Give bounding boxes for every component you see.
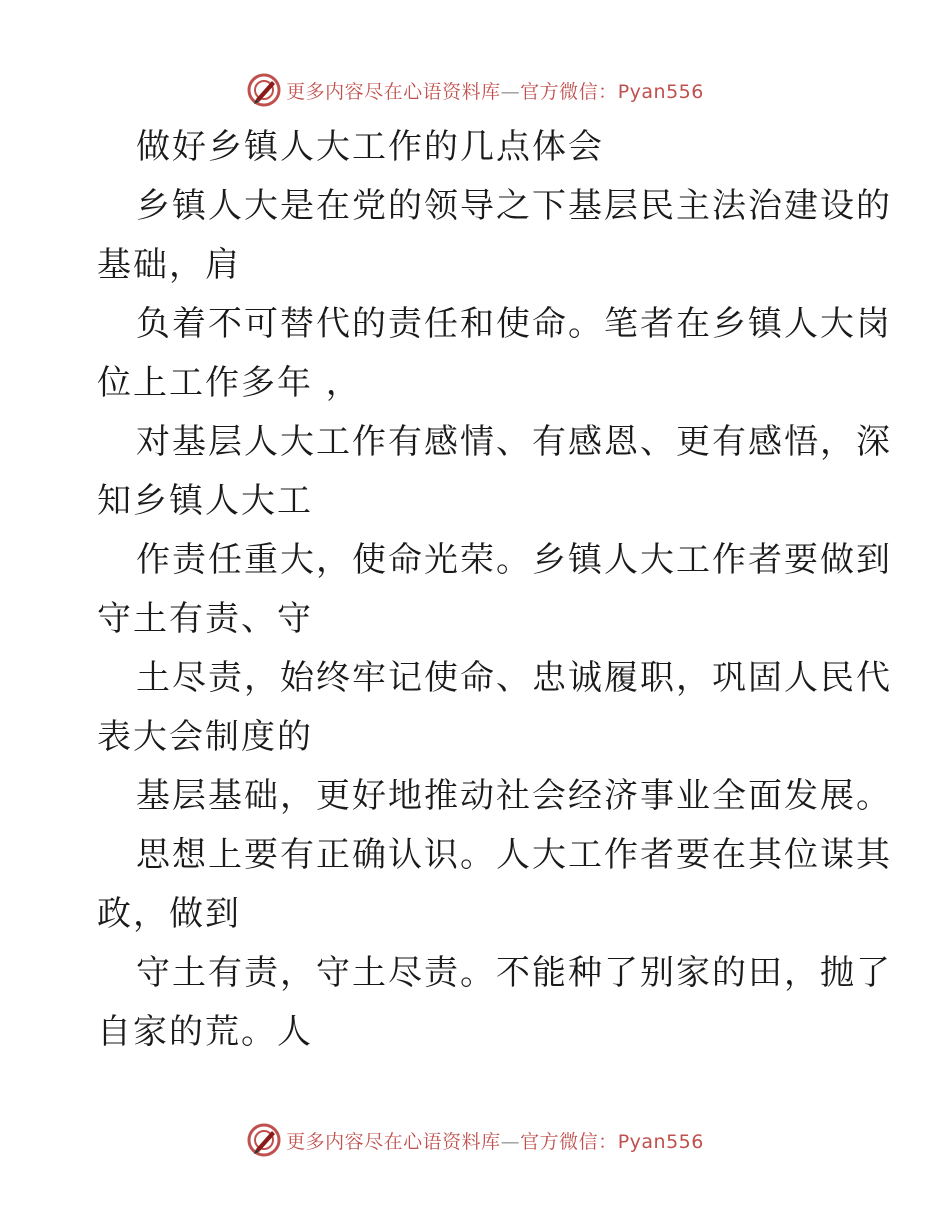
footer-watermark-banner bbox=[0, 1120, 950, 1160]
paragraph-line: 乡镇人大是在党的领导之下基层民主法治建设的 bbox=[136, 186, 892, 226]
paragraph-line: 自家的荒。人 bbox=[97, 1012, 313, 1052]
paragraph-line: 基础，肩 bbox=[97, 245, 241, 285]
watermark-prefix: 更多内容尽在心语资料库 bbox=[286, 80, 501, 103]
header-watermark-banner bbox=[0, 70, 950, 110]
paragraph-line: 位上工作多年 ， bbox=[97, 363, 362, 403]
watermark-suffix: 官方微信： bbox=[520, 80, 618, 103]
paragraph-line: 守土有责，守土尽责。不能种了别家的田，抛了 bbox=[136, 953, 892, 993]
document-body bbox=[97, 118, 892, 1062]
watermark-wechat-id: Pyan556 bbox=[617, 1130, 704, 1153]
watermark-prefix: 更多内容尽在心语资料库 bbox=[286, 1130, 501, 1153]
paragraph-line: 知乡镇人大工 bbox=[97, 481, 313, 521]
watermark-text bbox=[286, 1127, 704, 1154]
paragraph-line: 守土有责、守 bbox=[97, 599, 313, 639]
document-title: 做好乡镇人大工作的几点体会 bbox=[136, 127, 604, 167]
paragraph-line: 基层基础，更好地推动社会经济事业全面发展。 bbox=[136, 776, 892, 816]
paragraph-line: 对基层人大工作有感情、有感恩、更有感悟，深 bbox=[136, 422, 892, 462]
watermark-dash: — bbox=[500, 80, 521, 103]
paragraph-line: 土尽责，始终牢记使命、忠诚履职，巩固人民代 bbox=[136, 658, 892, 698]
watermark-wechat-id: Pyan556 bbox=[617, 80, 704, 103]
paragraph-line: 表大会制度的 bbox=[97, 717, 313, 757]
paragraph-line: 思想上要有正确认识。人大工作者要在其位谋其 bbox=[136, 835, 892, 875]
watermark-dash: — bbox=[500, 1130, 521, 1153]
paragraph-line: 作责任重大，使命光荣。乡镇人大工作者要做到 bbox=[136, 540, 892, 580]
watermark-suffix: 官方微信： bbox=[520, 1130, 618, 1153]
pen-circle-logo-icon bbox=[246, 72, 282, 108]
watermark-text bbox=[286, 77, 704, 104]
pen-circle-logo-icon bbox=[246, 1122, 282, 1158]
paragraph-line: 政，做到 bbox=[97, 894, 241, 934]
paragraph-line: 负着不可替代的责任和使命。笔者在乡镇人大岗 bbox=[136, 304, 892, 344]
